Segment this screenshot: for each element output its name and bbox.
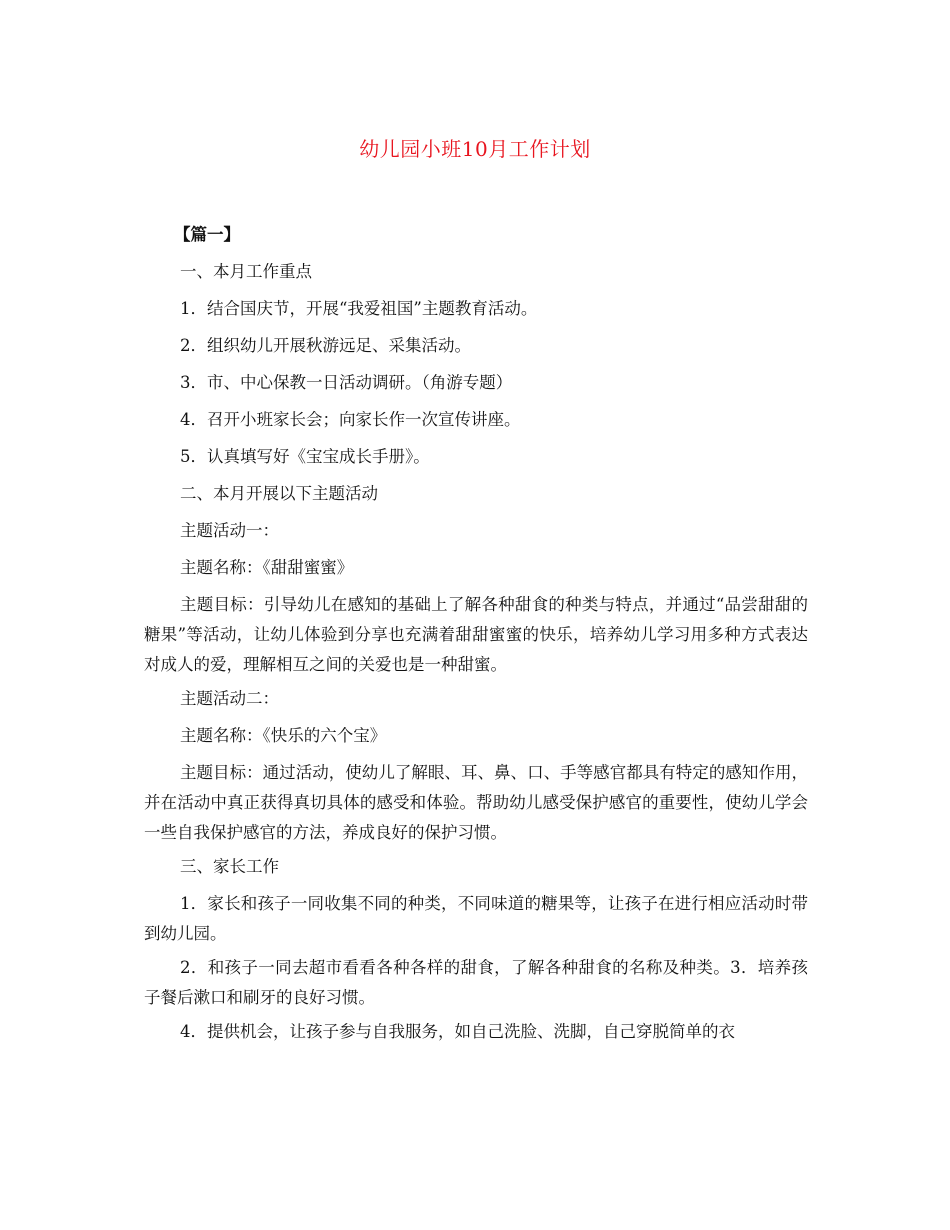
list-item: 2．和孩子一同去超市看看各种各样的甜食，了解各种甜食的名称及种类。3．培养孩子餐后漱口和刷牙的良好习惯。 [144, 958, 808, 1007]
section-heading: 二、本月开展以下主题活动 [180, 484, 378, 503]
list-item: 4．召开小班家长会；向家长作一次宣传讲座。 [180, 410, 521, 429]
list-item: 3．市、中心保教一日活动调研。（角游专题） [180, 373, 513, 392]
document-title: 幼儿园小班10月工作计划 [359, 137, 591, 161]
theme-name: 主题名称：《快乐的六个宝》 [180, 726, 387, 745]
list-item: 1．家长和孩子一同收集不同的种类，不同味道的糖果等，让孩子在进行相应活动时带到幼儿园。 [144, 894, 808, 943]
section-label: 【篇一】 [174, 225, 240, 244]
theme-goal: 主题目标：通过活动，使幼儿了解眼、耳、鼻、口、手等感官都具有特定的感知作用，并在活动中真正获得真切具体的感受和体验。帮助幼儿感受保护感官的重要性，使幼儿学会一些自我保护感官的方法，养成良好的保护习惯。 [144, 763, 808, 842]
theme-name: 主题名称：《甜甜蜜蜜》 [180, 558, 354, 577]
activity-label: 主题活动二： [180, 689, 279, 708]
document-body [144, 220, 808, 1054]
list-item: 4．提供机会，让孩子参与自我服务，如自己洗脸、洗脚，自己穿脱简单的衣 [180, 1022, 735, 1041]
list-item: 2．组织幼儿开展秋游远足、采集活动。 [180, 336, 471, 355]
section-heading: 一、本月工作重点 [180, 262, 312, 281]
list-item: 5．认真填写好《宝宝成长手册》。 [180, 447, 430, 466]
activity-label: 主题活动一： [180, 521, 279, 540]
section-heading: 三、家长工作 [180, 857, 279, 876]
list-item: 1．结合国庆节，开展“我爱祖国”主题教育活动。 [180, 299, 538, 318]
theme-goal: 主题目标：引导幼儿在感知的基础上了解各种甜食的种类与特点，并通过“品尝甜甜的糖果”等活动，让幼儿体验到分享也充满着甜甜蜜蜜的快乐，培养幼儿学习用多种方式表达对成人的爱，理解相互之间的关爱也是一种甜蜜。 [144, 595, 808, 674]
